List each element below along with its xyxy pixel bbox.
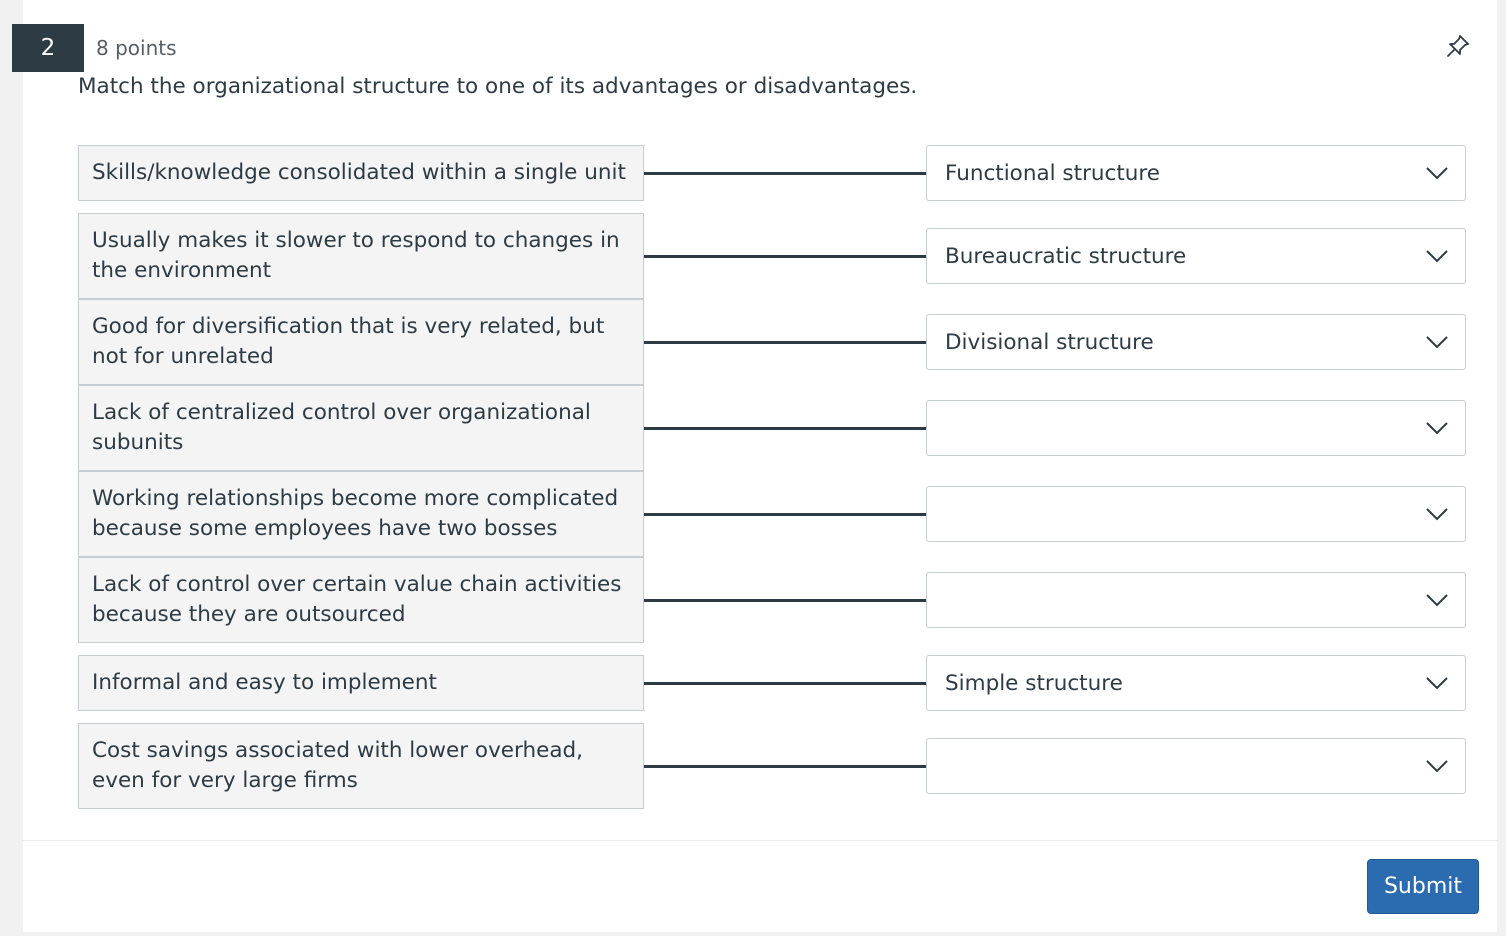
match-connector	[644, 255, 926, 258]
question-number-badge: 2	[12, 24, 84, 72]
pin-icon[interactable]	[1444, 32, 1472, 60]
chevron-down-icon	[1425, 676, 1449, 690]
match-select[interactable]	[926, 314, 1466, 370]
match-connector	[644, 427, 926, 430]
match-statement: Lack of control over certain value chain activities because they are outsourced	[78, 557, 644, 643]
chevron-down-icon	[1425, 249, 1449, 263]
chevron-down-icon	[1425, 166, 1449, 180]
submit-button[interactable]: Submit	[1367, 859, 1479, 914]
match-connector	[644, 513, 926, 516]
match-select[interactable]	[926, 400, 1466, 456]
match-connector	[644, 172, 926, 175]
match-connector	[644, 765, 926, 768]
chevron-down-icon	[1425, 507, 1449, 521]
footer-divider	[23, 840, 1497, 841]
match-select[interactable]	[926, 738, 1466, 794]
chevron-down-icon	[1425, 759, 1449, 773]
match-connector	[644, 599, 926, 602]
match-statement: Cost savings associated with lower overhead, even for very large firms	[78, 723, 644, 809]
chevron-down-icon	[1425, 335, 1449, 349]
match-select[interactable]	[926, 228, 1466, 284]
chevron-down-icon	[1425, 593, 1449, 607]
match-select[interactable]	[926, 486, 1466, 542]
match-select-value: Functional structure	[945, 160, 1160, 186]
match-select[interactable]	[926, 145, 1466, 201]
match-select-value: Divisional structure	[945, 329, 1154, 355]
match-connector	[644, 341, 926, 344]
match-select[interactable]	[926, 655, 1466, 711]
question-points: 8 points	[96, 36, 177, 60]
match-statement: Usually makes it slower to respond to changes in the environment	[78, 213, 644, 299]
match-connector	[644, 682, 926, 685]
match-statement: Working relationships become more complicated because some employees have two bosses	[78, 471, 644, 557]
match-select[interactable]	[926, 572, 1466, 628]
question-prompt: Match the organizational structure to one of its advantages or disadvantages.	[78, 74, 918, 99]
chevron-down-icon	[1425, 421, 1449, 435]
match-statement: Good for diversification that is very related, but not for unrelated	[78, 299, 644, 385]
match-select-value: Bureaucratic structure	[945, 243, 1187, 269]
match-select-value: Simple structure	[945, 670, 1123, 696]
match-statement: Lack of centralized control over organizational subunits	[78, 385, 644, 471]
match-statement: Informal and easy to implement	[78, 655, 644, 711]
match-statement: Skills/knowledge consolidated within a single unit	[78, 145, 644, 201]
